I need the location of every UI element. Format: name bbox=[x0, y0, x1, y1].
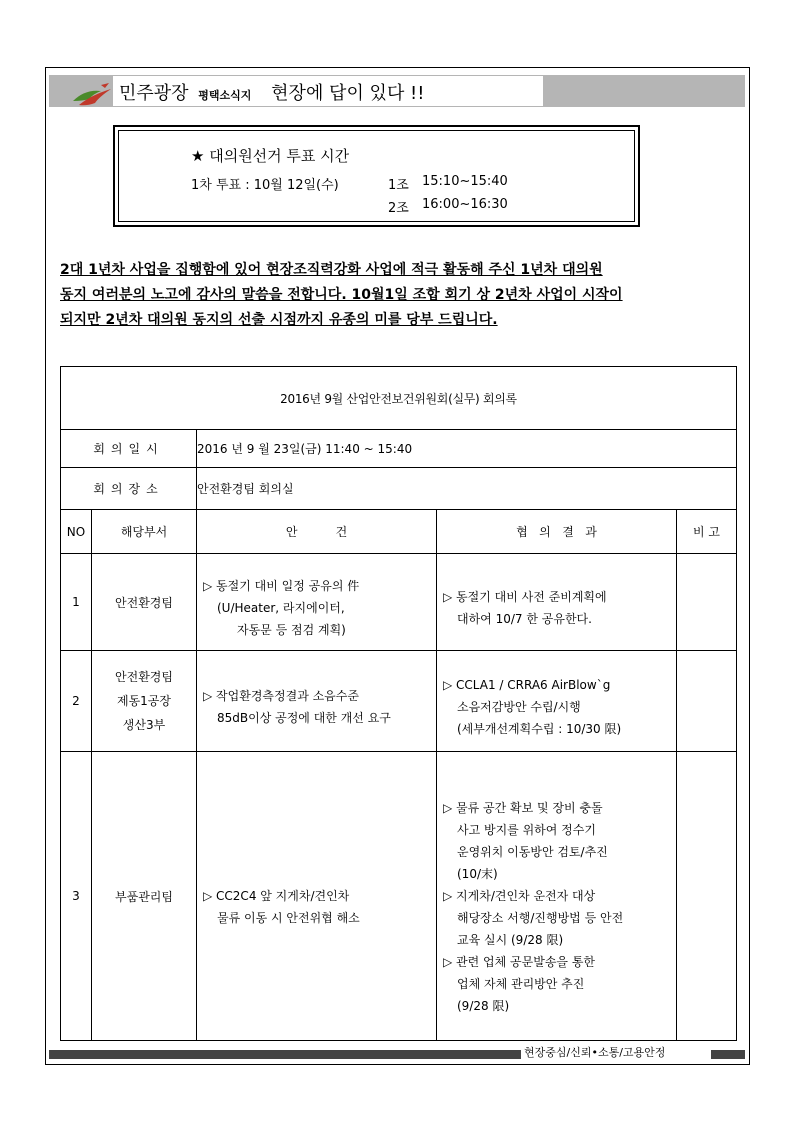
column-header-result: 협 의 결 과 bbox=[437, 510, 677, 554]
table-row bbox=[61, 752, 737, 1041]
row-note bbox=[677, 554, 737, 651]
minutes-title: 2016년 9월 산업안전보건위원회(실무) 회의록 bbox=[61, 367, 737, 430]
header-banner bbox=[49, 75, 745, 107]
row-agenda: ▷ 동절기 대비 일정 공유의 件 (U/Heater, 라지에이터, 자동문 등 점검 계획) bbox=[197, 554, 437, 651]
vote-group-1: 1조 bbox=[388, 178, 409, 193]
place-label: 회의장소 bbox=[61, 468, 197, 510]
vote-title: ★ 대의원선거 투표 시간 bbox=[191, 147, 350, 165]
bird-logo-icon bbox=[71, 81, 115, 107]
column-header-note: 비 고 bbox=[677, 510, 737, 554]
newsletter-page bbox=[45, 67, 750, 1065]
column-header-dept: 해당부서 bbox=[92, 510, 197, 554]
vote-time-2: 16:00~16:30 bbox=[422, 197, 508, 212]
notice-paragraph bbox=[60, 258, 742, 333]
table-row bbox=[61, 554, 737, 651]
vote-time-box bbox=[113, 125, 640, 227]
row-number: 1 bbox=[61, 554, 92, 651]
notice-line: 2대 1년차 사업을 집행함에 있어 현장조직력강화 사업에 적극 활동해 주신 1년차 대의원 bbox=[60, 262, 603, 278]
row-number: 3 bbox=[61, 752, 92, 1041]
row-note bbox=[677, 752, 737, 1041]
vote-time-1: 15:10~15:40 bbox=[422, 174, 508, 189]
vote-group-2: 2조 bbox=[388, 201, 409, 216]
meeting-minutes-table bbox=[60, 366, 737, 1041]
footer-bar-left bbox=[49, 1050, 521, 1059]
notice-line: 되지만 2년차 대의원 동지의 선출 시점까지 유종의 미를 당부 드립니다. bbox=[60, 312, 498, 328]
date-value: 2016 년 9 월 23일(금) 11:40 ~ 15:40 bbox=[197, 430, 737, 468]
row-result: ▷ 물류 공간 확보 및 장비 충돌 사고 방지를 위하여 정수기 운영위치 이동방안 검토/추진 (10/末) ▷ 지게차/견인차 운전자 대상 해당장소 서행/진행방법 등 안전 교육 실시 (9/28 限) ▷ 관련 업체 공문발송을 통한 업체 자체 관리방안 추진 (9/28 限) bbox=[437, 752, 677, 1041]
row-result: ▷ 동절기 대비 사전 준비계획에 대하여 10/7 한 공유한다. bbox=[437, 554, 677, 651]
header-text bbox=[119, 79, 424, 105]
brand-subtitle: 평택소식지 bbox=[198, 89, 252, 102]
row-result: ▷ CCLA1 / CRRA6 AirBlow`g 소음저감방안 수립/시행 (세부개선계획수립 : 10/30 限) bbox=[437, 651, 677, 752]
row-note bbox=[677, 651, 737, 752]
brand-name: 민주광장 bbox=[119, 83, 189, 104]
row-agenda: ▷ CC2C4 앞 지게차/견인차 물류 이동 시 안전위협 해소 bbox=[197, 752, 437, 1041]
column-header-agenda: 안 건 bbox=[197, 510, 437, 554]
table-row bbox=[61, 651, 737, 752]
footer-slogan: 현장중심/신뢰•소통/고용안정 bbox=[524, 1046, 666, 1059]
row-agenda: ▷ 작업환경측정결과 소음수준 85dB이상 공정에 대한 개선 요구 bbox=[197, 651, 437, 752]
vote-round: 1차 투표 : 10월 12일(수) bbox=[191, 178, 339, 193]
footer-bar-right bbox=[711, 1050, 745, 1059]
slogan: 현장에 답이 있다 !! bbox=[271, 83, 425, 104]
date-label: 회의일시 bbox=[61, 430, 197, 468]
notice-line: 동지 여러분의 노고에 감사의 말씀을 전합니다. 10월1일 조합 회기 상 2년차 사업이 시작이 bbox=[60, 287, 623, 303]
row-dept: 안전환경팀 제동1공장 생산3부 bbox=[92, 651, 197, 752]
row-number: 2 bbox=[61, 651, 92, 752]
place-value: 안전환경팀 회의실 bbox=[197, 468, 737, 510]
row-dept: 부품관리팀 bbox=[92, 752, 197, 1041]
column-header-no: NO bbox=[61, 510, 92, 554]
row-dept: 안전환경팀 bbox=[92, 554, 197, 651]
